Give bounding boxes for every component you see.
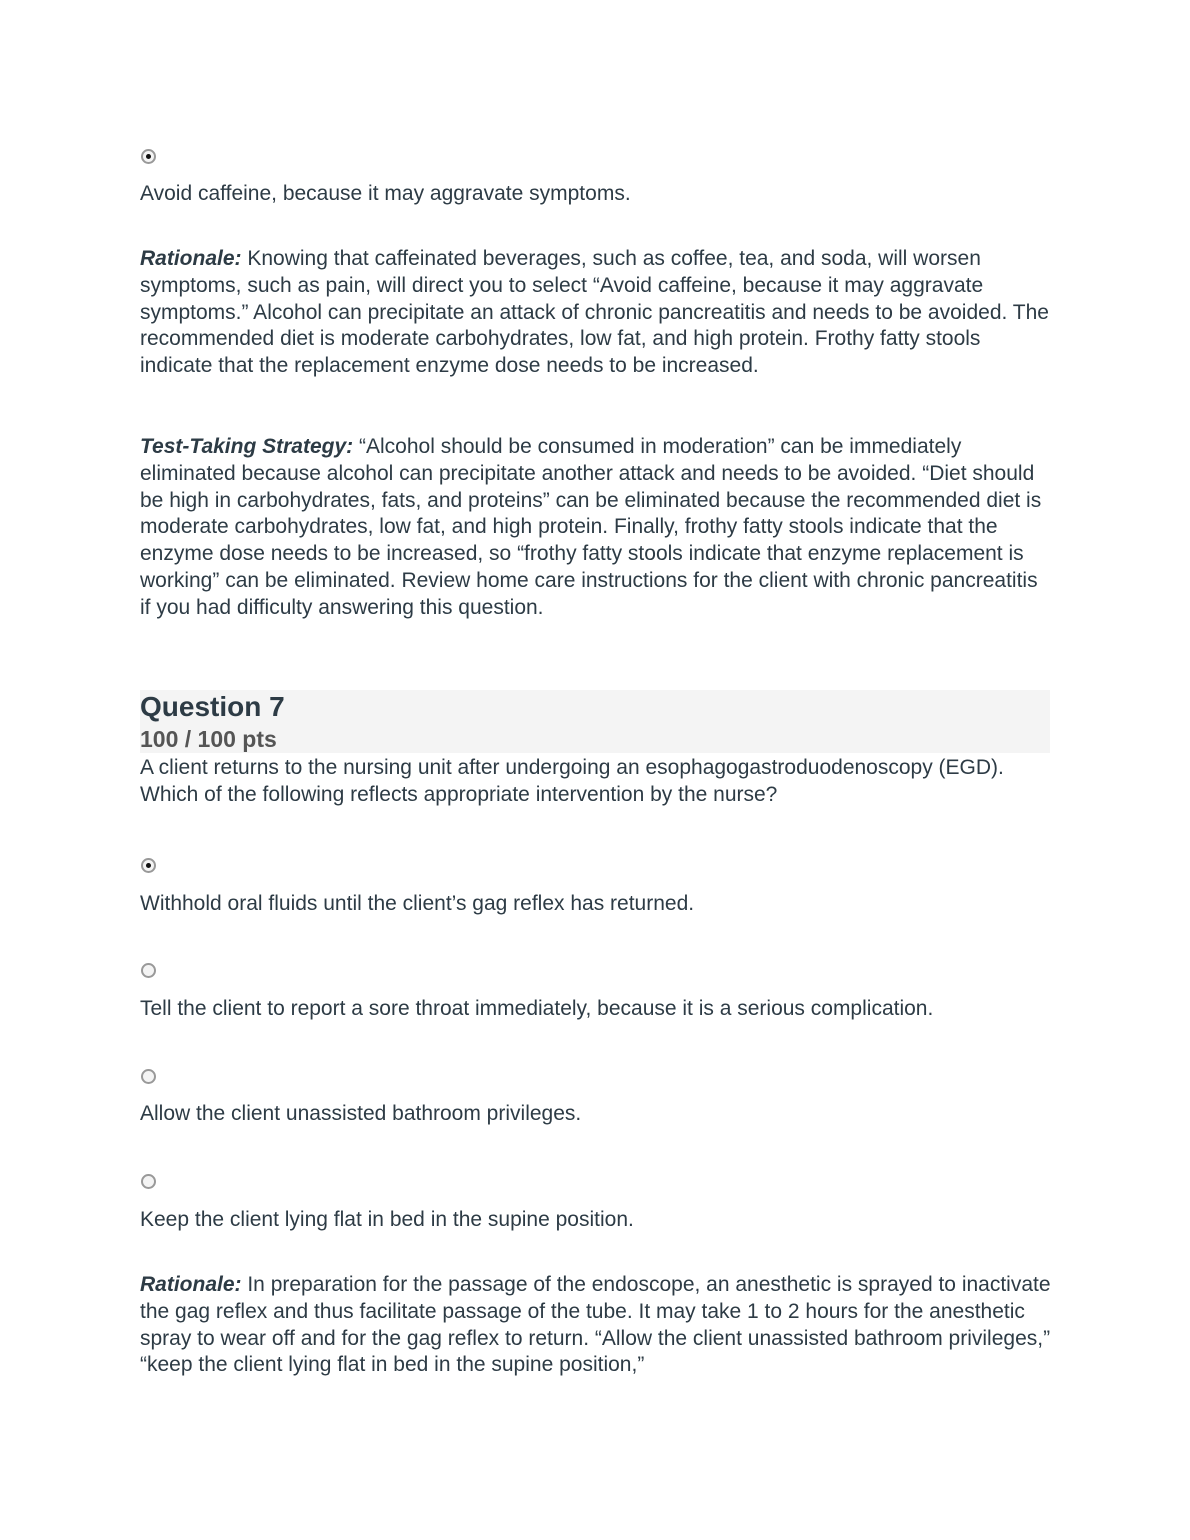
option-radio-icon[interactable] bbox=[141, 858, 156, 873]
selected-answer: Avoid caffeine, because it may aggravate symptoms. bbox=[140, 182, 631, 205]
strategy-text: “Alcohol should be consumed in moderation” can be immediately eliminated because alcohol can precipitate another attack and needs to be avoided. “Diet should be high in carbohydrates, fats, and proteins” can be eliminated because the recommended diet is moderate carbohydrates, low fat, and high protein. Finally, frothy fatty stools indicate that the enzyme dose needs to be increased, so “frothy fatty stools indicate that enzyme replacement is working” can be eliminated. Review home care instructions for the client with chronic pancreatitis if you had difficulty answering this question. bbox=[140, 435, 1042, 619]
option-radio-icon[interactable] bbox=[141, 963, 156, 978]
option-radio-icon[interactable] bbox=[141, 1069, 156, 1084]
radio-selected-icon[interactable] bbox=[141, 149, 156, 164]
strategy-label: Test-Taking Strategy: bbox=[140, 435, 354, 458]
rationale-text: In preparation for the passage of the endoscope, an anesthetic is sprayed to inactivate the gag reflex and thus facilitate passage of the tube. It may take 1 to 2 hours for the anesthetic spray to wear off and for the gag reflex to return. “Allow the client unassisted bathroom privileges,” “keep the client lying flat in bed in the supine position,” bbox=[140, 1273, 1051, 1377]
question-header bbox=[140, 690, 1050, 753]
rationale-label: Rationale: bbox=[140, 1273, 242, 1296]
question-points: 100 / 100 pts bbox=[140, 726, 277, 752]
option-label[interactable]: Allow the client unassisted bathroom privileges. bbox=[140, 1102, 582, 1125]
rationale-label: Rationale: bbox=[140, 247, 242, 270]
rationale bbox=[140, 246, 1052, 380]
option-radio-icon[interactable] bbox=[141, 1174, 156, 1189]
test-taking-strategy bbox=[140, 434, 1052, 622]
question-rationale bbox=[140, 1272, 1052, 1379]
option-label[interactable]: Withhold oral fluids until the client’s gag reflex has returned. bbox=[140, 892, 695, 915]
question-title: Question 7 bbox=[140, 691, 285, 722]
option-label[interactable]: Keep the client lying flat in bed in the supine position. bbox=[140, 1208, 634, 1231]
question-text: A client returns to the nursing unit after undergoing an esophagogastroduodenoscopy (EGD). Which of the following reflects appropriate intervention by the nurse? bbox=[140, 756, 1004, 806]
rationale-text: Knowing that caffeinated beverages, such as coffee, tea, and soda, will worsen symptoms, such as pain, will direct you to select “Avoid caffeine, because it may aggravate symptoms.” Alcohol can precipitate an attack of chronic pancreatitis and needs to be avoided. The recommended diet is moderate carbohydrates, low fat, and high protein. Frothy fatty stools indicate that the replacement enzyme dose needs to be increased. bbox=[140, 247, 1049, 378]
option-label[interactable]: Tell the client to report a sore throat immediately, because it is a serious complication. bbox=[140, 997, 934, 1020]
